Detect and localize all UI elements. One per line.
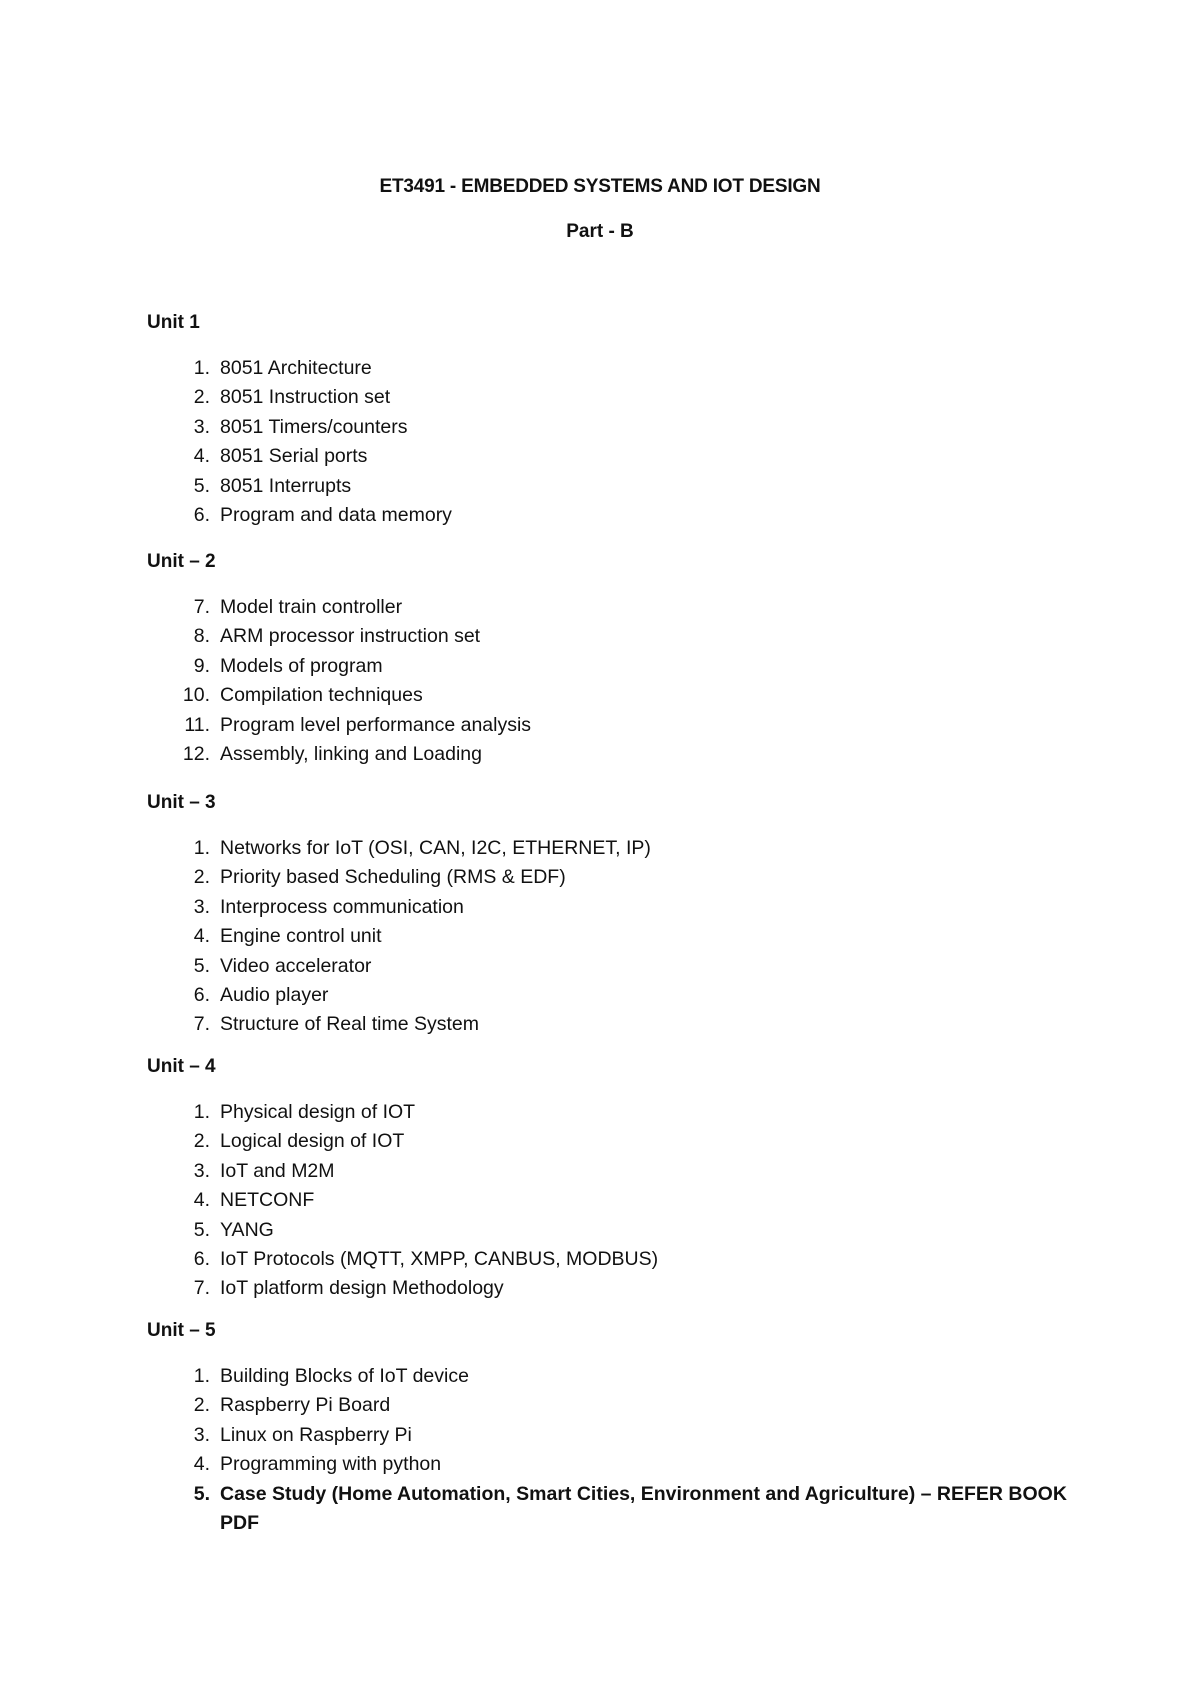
list-item [147,740,1087,769]
list-item-number: 6. [193,1248,210,1271]
list-item-text: Compilation techniques [220,684,423,707]
list-item-number: 2. [193,1394,210,1417]
list-item-text: Models of program [220,654,383,677]
list-item-number: 1. [193,837,210,859]
list-item-text: YANG [220,1218,274,1241]
list-item-text: IoT Protocols (MQTT, XMPP, CANBUS, MODBUS) [220,1248,659,1271]
list-item-number: 12. [182,743,210,766]
list-item-text: Logical design of IOT [220,1130,405,1153]
unit-topic-list [147,593,1087,769]
list-item-number: 4. [193,1189,210,1212]
unit-section-5 [147,1316,1087,1538]
list-item [147,922,1087,951]
list-item-number: 11. [184,713,210,736]
list-item-text: Linux on Raspberry Pi [220,1423,412,1446]
list-item-text: Case Study (Home Automation, Smart Cities, Environment and Agriculture) – REFER BOOK PDF [220,1482,1067,1535]
list-item-text: Audio player [220,984,329,1007]
list-item [147,1216,1087,1245]
list-item-text: Interprocess communication [220,895,464,918]
list-item [147,442,1087,471]
list-item-text: 8051 Instruction set [220,386,391,409]
list-item [147,981,1087,1010]
list-item [147,952,1087,981]
list-item-number: 5. [193,954,210,977]
list-item [147,1274,1087,1303]
list-item [147,1480,1087,1539]
list-item-text: 8051 Interrupts [220,474,352,497]
list-item-number: 1. [193,1365,210,1387]
list-item [147,711,1087,740]
list-item [147,622,1087,651]
list-item [147,1157,1087,1186]
unit-heading: Unit – 5 [147,1320,216,1341]
list-item-number: 5. [193,1482,210,1505]
list-item-text: Programming with python [220,1453,442,1476]
list-item-text: Assembly, linking and Loading [220,743,482,766]
list-item-number: 8. [193,625,210,648]
list-item-number: 3. [193,415,210,438]
list-item-text: Networks for IoT (OSI, CAN, I2C, ETHERNET, IP) [220,837,651,859]
list-item [147,1450,1087,1479]
list-item [147,383,1087,412]
list-item [147,681,1087,710]
list-item [147,1127,1087,1156]
list-item-text: Structure of Real time System [220,1013,480,1036]
list-item-number: 5. [193,474,210,497]
list-item-text: ARM processor instruction set [220,625,481,648]
list-item-text: Program and data memory [220,504,452,527]
list-item-text: Video accelerator [220,954,372,977]
list-item [147,593,1087,622]
list-item [147,501,1087,530]
list-item-number: 7. [193,1277,210,1300]
list-item [147,834,1087,863]
list-item-number: 1. [193,1101,210,1123]
unit-heading: Unit – 2 [147,551,216,572]
list-item-text: 8051 Serial ports [220,445,368,468]
list-item [147,1421,1087,1450]
list-item-text: NETCONF [220,1189,315,1212]
list-item-text: IoT platform design Methodology [220,1277,504,1300]
unit-heading: Unit – 3 [147,792,216,813]
list-item-number: 2. [193,1130,210,1153]
unit-section-3 [147,788,1087,1040]
list-item-number: 6. [193,984,210,1007]
list-item [147,354,1087,383]
list-item-number: 6. [193,504,210,527]
unit-topic-list [147,1098,1087,1304]
unit-section-2 [147,547,1087,769]
list-item [147,1362,1087,1391]
list-item-text: Priority based Scheduling (RMS & EDF) [220,866,566,889]
list-item-number: 1. [193,357,210,379]
list-item-text: Raspberry Pi Board [220,1394,391,1417]
list-item [147,1245,1087,1274]
list-item-text: Building Blocks of IoT device [220,1365,469,1387]
unit-heading: Unit – 4 [147,1056,216,1077]
unit-topic-list [147,1362,1087,1538]
list-item-text: 8051 Timers/counters [220,415,408,438]
list-item-number: 3. [193,1423,210,1446]
list-item-number: 9. [193,654,210,677]
unit-topic-list [147,834,1087,1040]
list-item-number: 3. [193,1159,210,1182]
list-item-text: IoT and M2M [220,1159,335,1182]
list-item-number: 7. [193,1013,210,1036]
list-item-number: 10. [182,684,210,707]
list-item [147,413,1087,442]
list-item-number: 7. [193,596,210,618]
list-item-number: 4. [193,445,210,468]
list-item-text: Engine control unit [220,925,382,948]
document-title: ET3491 - EMBEDDED SYSTEMS AND IOT DESIGN [379,176,821,197]
unit-heading: Unit 1 [147,312,200,333]
unit-topic-list [147,354,1087,530]
document-subtitle: Part - B [566,221,634,242]
list-item [147,1391,1087,1420]
list-item-text: Program level performance analysis [220,713,532,736]
list-item [147,652,1087,681]
list-item [147,1186,1087,1215]
list-item-number: 5. [193,1218,210,1241]
list-item-number: 3. [193,895,210,918]
list-item [147,863,1087,892]
list-item [147,472,1087,501]
list-item-text: Physical design of IOT [220,1101,416,1123]
list-item [147,1098,1087,1127]
list-item [147,1010,1087,1039]
unit-section-4 [147,1052,1087,1304]
list-item [147,893,1087,922]
list-item-number: 4. [193,1453,210,1476]
list-item-number: 2. [193,386,210,409]
list-item-text: 8051 Architecture [220,357,372,379]
unit-section-1 [147,308,1087,530]
list-item-number: 2. [193,866,210,889]
list-item-text: Model train controller [220,596,403,618]
list-item-number: 4. [193,925,210,948]
